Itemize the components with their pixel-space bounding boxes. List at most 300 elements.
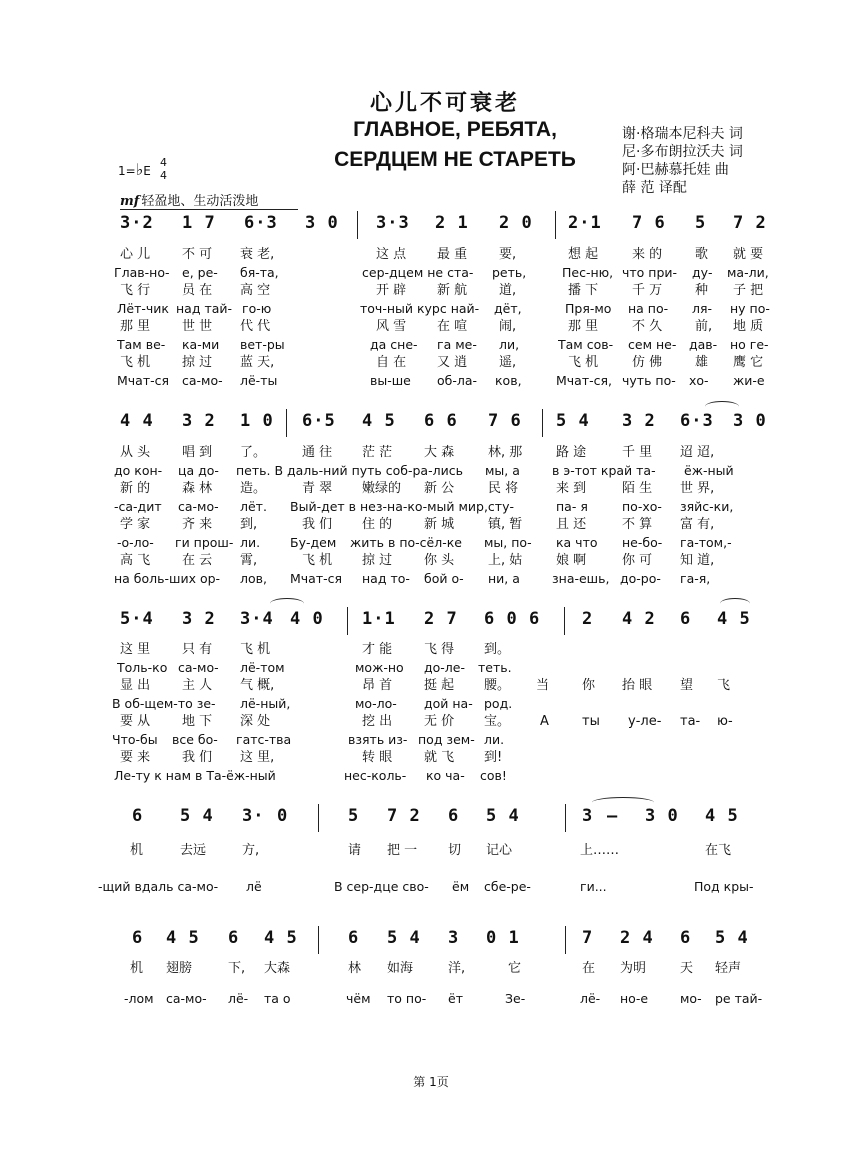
note-group: 6 6 bbox=[424, 411, 458, 431]
note-group: 4 5 bbox=[705, 806, 739, 826]
lyric-russian: лов, bbox=[240, 571, 267, 586]
note-group: 2 0 bbox=[499, 213, 533, 233]
slur-mark bbox=[720, 598, 750, 609]
lyric-chinese: 你 头 bbox=[424, 553, 455, 568]
page-number: 第 1页 bbox=[413, 1075, 449, 1089]
lyric-chinese: 闹, bbox=[499, 319, 517, 334]
lyric-chinese: 千 万 bbox=[632, 283, 663, 298]
lyric-russian: но ге- bbox=[730, 337, 769, 352]
lyric-chinese: 我 们 bbox=[182, 750, 213, 765]
lyric-russian: -о-ло- bbox=[117, 535, 154, 550]
note-group: 3 0 bbox=[733, 411, 767, 431]
lyric-chinese: 住 的 bbox=[362, 517, 393, 532]
lyric-russian: чём bbox=[346, 991, 371, 1006]
lyric-chinese: 蓝 天, bbox=[240, 355, 275, 370]
note-group: 2·1 bbox=[568, 213, 602, 233]
lyric-chinese: 在 喧 bbox=[437, 319, 468, 334]
lyric-chinese: 嫩绿的 bbox=[362, 481, 402, 496]
lyric-chinese: 深 处 bbox=[240, 714, 271, 729]
lyric-chinese: 地 质 bbox=[733, 319, 764, 334]
lyric-chinese: 你 可 bbox=[622, 553, 653, 568]
lyric-chinese: 种 bbox=[695, 283, 709, 298]
lyric-chinese: 请 bbox=[348, 843, 362, 858]
lyric-russian: реть, bbox=[492, 265, 527, 280]
lyric-chinese: 这 里, bbox=[240, 750, 275, 765]
lyric-chinese: 大森 bbox=[264, 961, 291, 976]
note-group: 5 4 bbox=[486, 806, 520, 826]
dynamic-marking: mf bbox=[120, 194, 140, 209]
lyric-russian: теть. bbox=[478, 660, 512, 675]
lyric-chinese: 挺 起 bbox=[424, 678, 455, 693]
lyric-russian: об-ла- bbox=[437, 373, 478, 388]
lyric-russian: род. bbox=[484, 696, 513, 711]
lyric-chinese: 那 里 bbox=[568, 319, 599, 334]
lyric-chinese: 又 逍 bbox=[437, 355, 468, 370]
lyric-chinese: 不 算 bbox=[622, 517, 653, 532]
lyric-chinese: 风 雪 bbox=[376, 319, 407, 334]
note-group: 7 6 bbox=[488, 411, 522, 431]
lyric-russian: Зе- bbox=[505, 991, 526, 1006]
note-group: 5 bbox=[348, 806, 360, 826]
lyric-russian: лё-ты bbox=[240, 373, 278, 388]
lyric-russian: ка что bbox=[556, 535, 598, 550]
chinese-title: 心儿不可衰老 bbox=[370, 90, 521, 116]
lyric-russian: ля- bbox=[692, 301, 713, 316]
lyric-russian: Вый-дет в нез-на-ко-мый мир,сту- bbox=[290, 499, 514, 514]
tempo-marking bbox=[120, 190, 258, 209]
lyric-russian: ли. bbox=[484, 732, 505, 747]
note-group: 2 4 bbox=[620, 928, 654, 948]
bar-line bbox=[286, 409, 287, 437]
lyric-russian: та о bbox=[264, 991, 291, 1006]
lyric-russian: дав- bbox=[689, 337, 718, 352]
key-signature bbox=[118, 160, 151, 179]
lyric-chinese: 机 bbox=[130, 961, 144, 976]
note-group: 6 bbox=[448, 806, 460, 826]
tempo-underline bbox=[120, 209, 298, 210]
lyric-chinese: 茫 茫 bbox=[362, 445, 393, 460]
lyric-russian: лё-том bbox=[240, 660, 285, 675]
lyric-russian: ка-ми bbox=[182, 337, 220, 352]
note-group: 4 5 bbox=[362, 411, 396, 431]
lyric-chinese: 飞 得 bbox=[424, 642, 455, 657]
lyric-chinese: 到, bbox=[240, 517, 258, 532]
flat-symbol: ♭ bbox=[135, 160, 144, 179]
lyric-russian: мы, по- bbox=[484, 535, 532, 550]
key-prefix: 1= bbox=[118, 164, 136, 178]
lyric-chinese: 从 头 bbox=[120, 445, 151, 460]
lyric-chinese: 要, bbox=[499, 247, 517, 262]
note-group: 3 2 bbox=[622, 411, 656, 431]
lyric-russian: са-мо- bbox=[166, 991, 207, 1006]
lyric-chinese: 子 把 bbox=[733, 283, 764, 298]
lyric-russian: лё-ный, bbox=[240, 696, 291, 711]
lyric-russian: Там ве- bbox=[117, 337, 166, 352]
lyric-chinese: 高 空 bbox=[240, 283, 271, 298]
lyric-russian: жить в по-сёл-ке bbox=[350, 535, 462, 550]
lyric-chinese: 在飞 bbox=[705, 843, 732, 858]
note-group: 3 0 bbox=[305, 213, 339, 233]
lyric-russian: ги прош- bbox=[175, 535, 234, 550]
lyric-chinese: 在 云 bbox=[182, 553, 213, 568]
lyric-chinese: 镇, 暂 bbox=[488, 517, 523, 532]
lyric-chinese: 这 点 bbox=[376, 247, 407, 262]
lyric-chinese: 森 林 bbox=[182, 481, 213, 496]
lyric-chinese: 且 还 bbox=[556, 517, 587, 532]
lyric-russian: да сне- bbox=[370, 337, 418, 352]
note-group: 0 1 bbox=[486, 928, 520, 948]
note-group: 3·2 bbox=[120, 213, 154, 233]
lyric-russian: -лом bbox=[124, 991, 154, 1006]
lyric-russian: чуть по- bbox=[622, 373, 676, 388]
lyric-chinese: 到。 bbox=[484, 642, 511, 657]
note-group: 3 0 bbox=[645, 806, 679, 826]
lyric-chinese: 新 城 bbox=[424, 517, 455, 532]
note-group: 4 0 bbox=[290, 609, 324, 629]
lyric-russian: в э-тот край та- bbox=[552, 463, 656, 478]
lyric-chinese: А bbox=[540, 714, 549, 729]
lyric-russian: над тай- bbox=[176, 301, 233, 316]
lyric-russian: под зем- bbox=[418, 732, 475, 747]
lyric-russian: ги... bbox=[580, 879, 607, 894]
credit-lyricist-2: 尼·多布朗拉沃夫 词 bbox=[622, 144, 743, 160]
lyric-russian: Под кры- bbox=[694, 879, 754, 894]
russian-title-line-2: СЕРДЦЕМ НЕ СТАРЕТЬ bbox=[334, 148, 576, 171]
note-group: 6·5 bbox=[302, 411, 336, 431]
lyric-chinese: 宝。 bbox=[484, 714, 511, 729]
lyric-chinese: 不 可 bbox=[182, 247, 213, 262]
lyric-chinese: 陌 生 bbox=[622, 481, 653, 496]
lyric-chinese: 造。 bbox=[240, 481, 267, 496]
lyric-chinese: 轻声 bbox=[715, 961, 742, 976]
note-group: 3 bbox=[582, 806, 594, 826]
note-group: 6 0 6 bbox=[484, 609, 541, 629]
credit-composer: 阿·巴赫慕托娃 曲 bbox=[622, 162, 729, 178]
lyric-chinese: 不 久 bbox=[632, 319, 663, 334]
note-group: 5 bbox=[695, 213, 707, 233]
note-group: 6 bbox=[132, 806, 144, 826]
lyric-russian: В сер-дце сво- bbox=[334, 879, 429, 894]
note-group: 6·3 bbox=[244, 213, 278, 233]
credit-translator: 薛 范 译配 bbox=[622, 180, 687, 196]
lyric-chinese: 飞 行 bbox=[120, 283, 151, 298]
lyric-chinese: 自 在 bbox=[376, 355, 407, 370]
note-group: — bbox=[607, 806, 619, 826]
lyric-russian: Пря-мо bbox=[565, 301, 612, 316]
lyric-russian: то по- bbox=[387, 991, 427, 1006]
lyric-russian: ду- bbox=[692, 265, 713, 280]
lyric-russian: петь. В даль-ний путь соб-ра-лись bbox=[236, 463, 463, 478]
lyric-chinese: 显 出 bbox=[120, 678, 151, 693]
lyric-russian: мы, а bbox=[485, 463, 520, 478]
lyric-russian: ца до- bbox=[178, 463, 219, 478]
lyric-russian: мо- bbox=[680, 991, 702, 1006]
lyric-chinese: 记心 bbox=[486, 843, 513, 858]
credit-lyricist-1: 谢·格瑞本尼科夫 词 bbox=[622, 126, 743, 142]
lyric-chinese: 当 bbox=[536, 678, 550, 693]
lyric-russian: зяйс-ки, bbox=[680, 499, 734, 514]
lyric-russian: над то- bbox=[362, 571, 410, 586]
lyric-chinese: 千 里 bbox=[622, 445, 653, 460]
lyric-russian: са-мо- bbox=[178, 499, 219, 514]
note-group: 0 bbox=[277, 806, 289, 826]
lyric-chinese: 气 概, bbox=[240, 678, 275, 693]
note-group: 2 7 bbox=[424, 609, 458, 629]
lyric-russian: го-ю bbox=[242, 301, 272, 316]
lyric-russian: на боль-ших ор- bbox=[114, 571, 221, 586]
note-group: 6 bbox=[132, 928, 144, 948]
bar-line bbox=[318, 926, 319, 954]
lyric-chinese: 这 里 bbox=[120, 642, 151, 657]
bar-line bbox=[565, 926, 566, 954]
lyric-chinese: 新 航 bbox=[437, 283, 468, 298]
lyric-russian: дёт, bbox=[494, 301, 522, 316]
lyric-chinese: 路 途 bbox=[556, 445, 587, 460]
lyric-chinese: 娘 啊 bbox=[556, 553, 587, 568]
lyric-russian: дой на- bbox=[424, 696, 473, 711]
lyric-russian: па- я bbox=[556, 499, 588, 514]
lyric-chinese: 想 起 bbox=[568, 247, 599, 262]
lyric-chinese: 腰。 bbox=[484, 678, 511, 693]
lyric-russian: ёт bbox=[448, 991, 463, 1006]
lyric-chinese: 天 bbox=[680, 961, 694, 976]
lyric-russian: ёж-ный bbox=[684, 463, 734, 478]
lyric-chinese: 主 人 bbox=[182, 678, 213, 693]
lyric-chinese: 林 bbox=[348, 961, 362, 976]
lyric-russian: Глав-но- bbox=[114, 265, 170, 280]
note-group: 6·3 bbox=[680, 411, 714, 431]
lyric-chinese: 切 bbox=[448, 843, 462, 858]
lyric-chinese: 它 bbox=[508, 961, 522, 976]
lyric-chinese: 员 在 bbox=[182, 283, 213, 298]
lyric-chinese: 到! bbox=[484, 750, 503, 765]
lyric-chinese: 要 来 bbox=[120, 750, 151, 765]
lyric-chinese: 掠 过 bbox=[362, 553, 393, 568]
bar-line bbox=[357, 211, 358, 239]
lyric-russian: лё bbox=[246, 879, 262, 894]
lyric-chinese: 方, bbox=[242, 843, 260, 858]
lyric-chinese: 把 一 bbox=[387, 843, 418, 858]
lyric-chinese: 洋, bbox=[448, 961, 466, 976]
lyric-chinese: 新 的 bbox=[120, 481, 151, 496]
lyric-chinese: 飞 机 bbox=[568, 355, 599, 370]
note-group: 4 5 bbox=[264, 928, 298, 948]
lyric-chinese: 唱 到 bbox=[182, 445, 213, 460]
note-group: 5 4 bbox=[715, 928, 749, 948]
lyric-chinese: 心 儿 bbox=[120, 247, 151, 262]
lyric-chinese: 翅膀 bbox=[166, 961, 193, 976]
lyric-russian: Ле-ту к нам в Та-ёж-ный bbox=[114, 768, 276, 783]
lyric-chinese: 林, 那 bbox=[488, 445, 523, 460]
lyric-chinese: 望 bbox=[680, 678, 694, 693]
lyric-chinese: 歌 bbox=[695, 247, 709, 262]
lyric-chinese: 来 到 bbox=[556, 481, 587, 496]
lyric-chinese: 只 有 bbox=[182, 642, 213, 657]
note-group: 7 2 bbox=[387, 806, 421, 826]
lyric-russian: ков, bbox=[495, 373, 522, 388]
bar-line bbox=[347, 607, 348, 635]
lyric-chinese: 世 世 bbox=[182, 319, 213, 334]
lyric-chinese: та- bbox=[680, 714, 701, 729]
lyric-russian: что при- bbox=[622, 265, 678, 280]
lyric-russian: лё- bbox=[580, 991, 601, 1006]
note-group: 2 1 bbox=[435, 213, 469, 233]
lyric-chinese: ю- bbox=[717, 714, 733, 729]
lyric-chinese: 为明 bbox=[620, 961, 647, 976]
lyric-russian: Мчат-ся bbox=[290, 571, 343, 586]
lyric-russian: сбе-ре- bbox=[484, 879, 531, 894]
lyric-russian: не-бо- bbox=[622, 535, 663, 550]
lyric-russian: лёт. bbox=[240, 499, 267, 514]
lyric-russian: сер-дцем не ста- bbox=[362, 265, 474, 280]
lyric-russian: Пес-ню, bbox=[562, 265, 614, 280]
lyric-russian: до-ро- bbox=[620, 571, 661, 586]
note-group: 3·3 bbox=[376, 213, 410, 233]
lyric-chinese: 学 家 bbox=[120, 517, 151, 532]
lyric-russian: но-е bbox=[620, 991, 649, 1006]
lyric-russian: Лёт-чик bbox=[117, 301, 169, 316]
lyric-chinese: 青 翠 bbox=[302, 481, 333, 496]
lyric-russian: все бо- bbox=[172, 732, 218, 747]
lyric-russian: ли. bbox=[240, 535, 261, 550]
lyric-chinese: 霄, bbox=[240, 553, 258, 568]
lyric-russian: взять из- bbox=[348, 732, 408, 747]
lyric-russian: га-я, bbox=[680, 571, 711, 586]
lyric-chinese: 开 辟 bbox=[376, 283, 407, 298]
lyric-russian: ну по- bbox=[730, 301, 770, 316]
lyric-russian: Толь-ко bbox=[117, 660, 168, 675]
lyric-chinese: 迢 迢, bbox=[680, 445, 715, 460]
note-group: 3·4 bbox=[240, 609, 274, 629]
lyric-chinese: 飞 机 bbox=[302, 553, 333, 568]
lyric-chinese: 如海 bbox=[387, 961, 414, 976]
time-signature-top: 4 bbox=[160, 156, 167, 169]
note-group: 6 bbox=[348, 928, 360, 948]
lyric-russian: са-мо- bbox=[178, 660, 219, 675]
lyric-chinese: 道, bbox=[499, 283, 517, 298]
lyric-chinese: 遥, bbox=[499, 355, 517, 370]
note-group: 1 7 bbox=[182, 213, 216, 233]
lyric-russian: ли, bbox=[499, 337, 520, 352]
lyric-chinese: 昂 首 bbox=[362, 678, 393, 693]
note-group: 3 2 bbox=[182, 411, 216, 431]
note-group: 7 6 bbox=[632, 213, 666, 233]
lyric-russian: Мчат-ся bbox=[117, 373, 170, 388]
lyric-chinese: 下, bbox=[228, 961, 246, 976]
lyric-russian: до кон- bbox=[114, 463, 163, 478]
note-group: 7 2 bbox=[733, 213, 767, 233]
lyric-russian: Мчат-ся, bbox=[556, 373, 612, 388]
lyric-chinese: 就 要 bbox=[733, 247, 764, 262]
lyric-chinese: 上, 姑 bbox=[488, 553, 523, 568]
lyric-chinese: 飞 机 bbox=[240, 642, 271, 657]
lyric-russian: Что-бы bbox=[112, 732, 158, 747]
lyric-russian: В об-щем-то зе- bbox=[112, 696, 216, 711]
note-group: 3 bbox=[448, 928, 460, 948]
lyric-chinese: 上…… bbox=[580, 843, 620, 858]
lyric-chinese: 机 bbox=[130, 843, 144, 858]
lyric-chinese: 抬 眼 bbox=[622, 678, 653, 693]
note-group: 2 bbox=[582, 609, 594, 629]
note-group: 3 2 bbox=[182, 609, 216, 629]
lyric-russian: по-хо- bbox=[622, 499, 662, 514]
lyric-russian: га-том,- bbox=[680, 535, 732, 550]
lyric-chinese: 去远 bbox=[180, 843, 207, 858]
note-group: 5·4 bbox=[120, 609, 154, 629]
lyric-chinese: 新 公 bbox=[424, 481, 455, 496]
note-group: 4 5 bbox=[717, 609, 751, 629]
lyric-chinese: 齐 来 bbox=[182, 517, 213, 532]
note-group: 6 bbox=[680, 609, 692, 629]
lyric-chinese: 代 代 bbox=[240, 319, 271, 334]
lyric-chinese: 就 飞 bbox=[424, 750, 455, 765]
lyric-chinese: 播 下 bbox=[568, 283, 599, 298]
lyric-russian: на по- bbox=[628, 301, 669, 316]
lyric-chinese: 飞 bbox=[717, 678, 731, 693]
bar-line bbox=[555, 211, 556, 239]
note-group: 5 4 bbox=[387, 928, 421, 948]
russian-title-line-1: ГЛАВНОЕ, РЕБЯТА, bbox=[353, 118, 557, 141]
lyric-chinese: 飞 机 bbox=[120, 355, 151, 370]
lyric-chinese: ты bbox=[582, 714, 600, 729]
lyric-chinese: 高 飞 bbox=[120, 553, 151, 568]
lyric-chinese: 要 从 bbox=[120, 714, 151, 729]
lyric-russian: бя-та, bbox=[240, 265, 279, 280]
lyric-russian: ре тай- bbox=[715, 991, 763, 1006]
lyric-russian: га ме- bbox=[437, 337, 477, 352]
lyric-russian: са-мо- bbox=[182, 373, 223, 388]
note-group: 6 bbox=[228, 928, 240, 948]
note-group: 6 bbox=[680, 928, 692, 948]
lyric-russian: ма-ли, bbox=[727, 265, 769, 280]
note-group: 4 2 bbox=[622, 609, 656, 629]
note-group: 5 4 bbox=[180, 806, 214, 826]
lyric-russian: ём bbox=[452, 879, 470, 894]
lyric-russian: Там сов- bbox=[558, 337, 614, 352]
note-group: 3· bbox=[242, 806, 265, 826]
lyric-chinese: 地 下 bbox=[182, 714, 213, 729]
lyric-russian: мо-ло- bbox=[355, 696, 397, 711]
lyric-russian: сов! bbox=[480, 768, 507, 783]
lyric-chinese: 了。 bbox=[240, 445, 267, 460]
lyric-chinese: 最 重 bbox=[437, 247, 468, 262]
lyric-chinese: 我 们 bbox=[302, 517, 333, 532]
lyric-chinese: 来 的 bbox=[632, 247, 663, 262]
note-group: 1 0 bbox=[240, 411, 274, 431]
lyric-russian: ко ча- bbox=[426, 768, 465, 783]
lyric-russian: зна-ешь, bbox=[552, 571, 610, 586]
lyric-chinese: 无 价 bbox=[424, 714, 455, 729]
lyric-chinese: 雄 bbox=[695, 355, 709, 370]
lyric-chinese: 才 能 bbox=[362, 642, 393, 657]
lyric-chinese: 前, bbox=[695, 319, 713, 334]
lyric-russian: ни, а bbox=[488, 571, 520, 586]
lyric-chinese: 知 道, bbox=[680, 553, 715, 568]
lyric-chinese: 掠 过 bbox=[182, 355, 213, 370]
bar-line bbox=[318, 804, 319, 832]
lyric-chinese: 在 bbox=[582, 961, 596, 976]
lyric-chinese: 转 眼 bbox=[362, 750, 393, 765]
lyric-chinese: 仿 佛 bbox=[632, 355, 663, 370]
lyric-russian: е, ре- bbox=[182, 265, 218, 280]
tempo-text: 轻盈地、生动活泼地 bbox=[141, 194, 259, 209]
lyric-russian: хо- bbox=[689, 373, 709, 388]
bar-line bbox=[542, 409, 543, 437]
bar-line bbox=[564, 607, 565, 635]
lyric-chinese: у-ле- bbox=[628, 714, 662, 729]
lyric-chinese: 鹰 它 bbox=[733, 355, 764, 370]
lyric-chinese: 衰 老, bbox=[240, 247, 275, 262]
